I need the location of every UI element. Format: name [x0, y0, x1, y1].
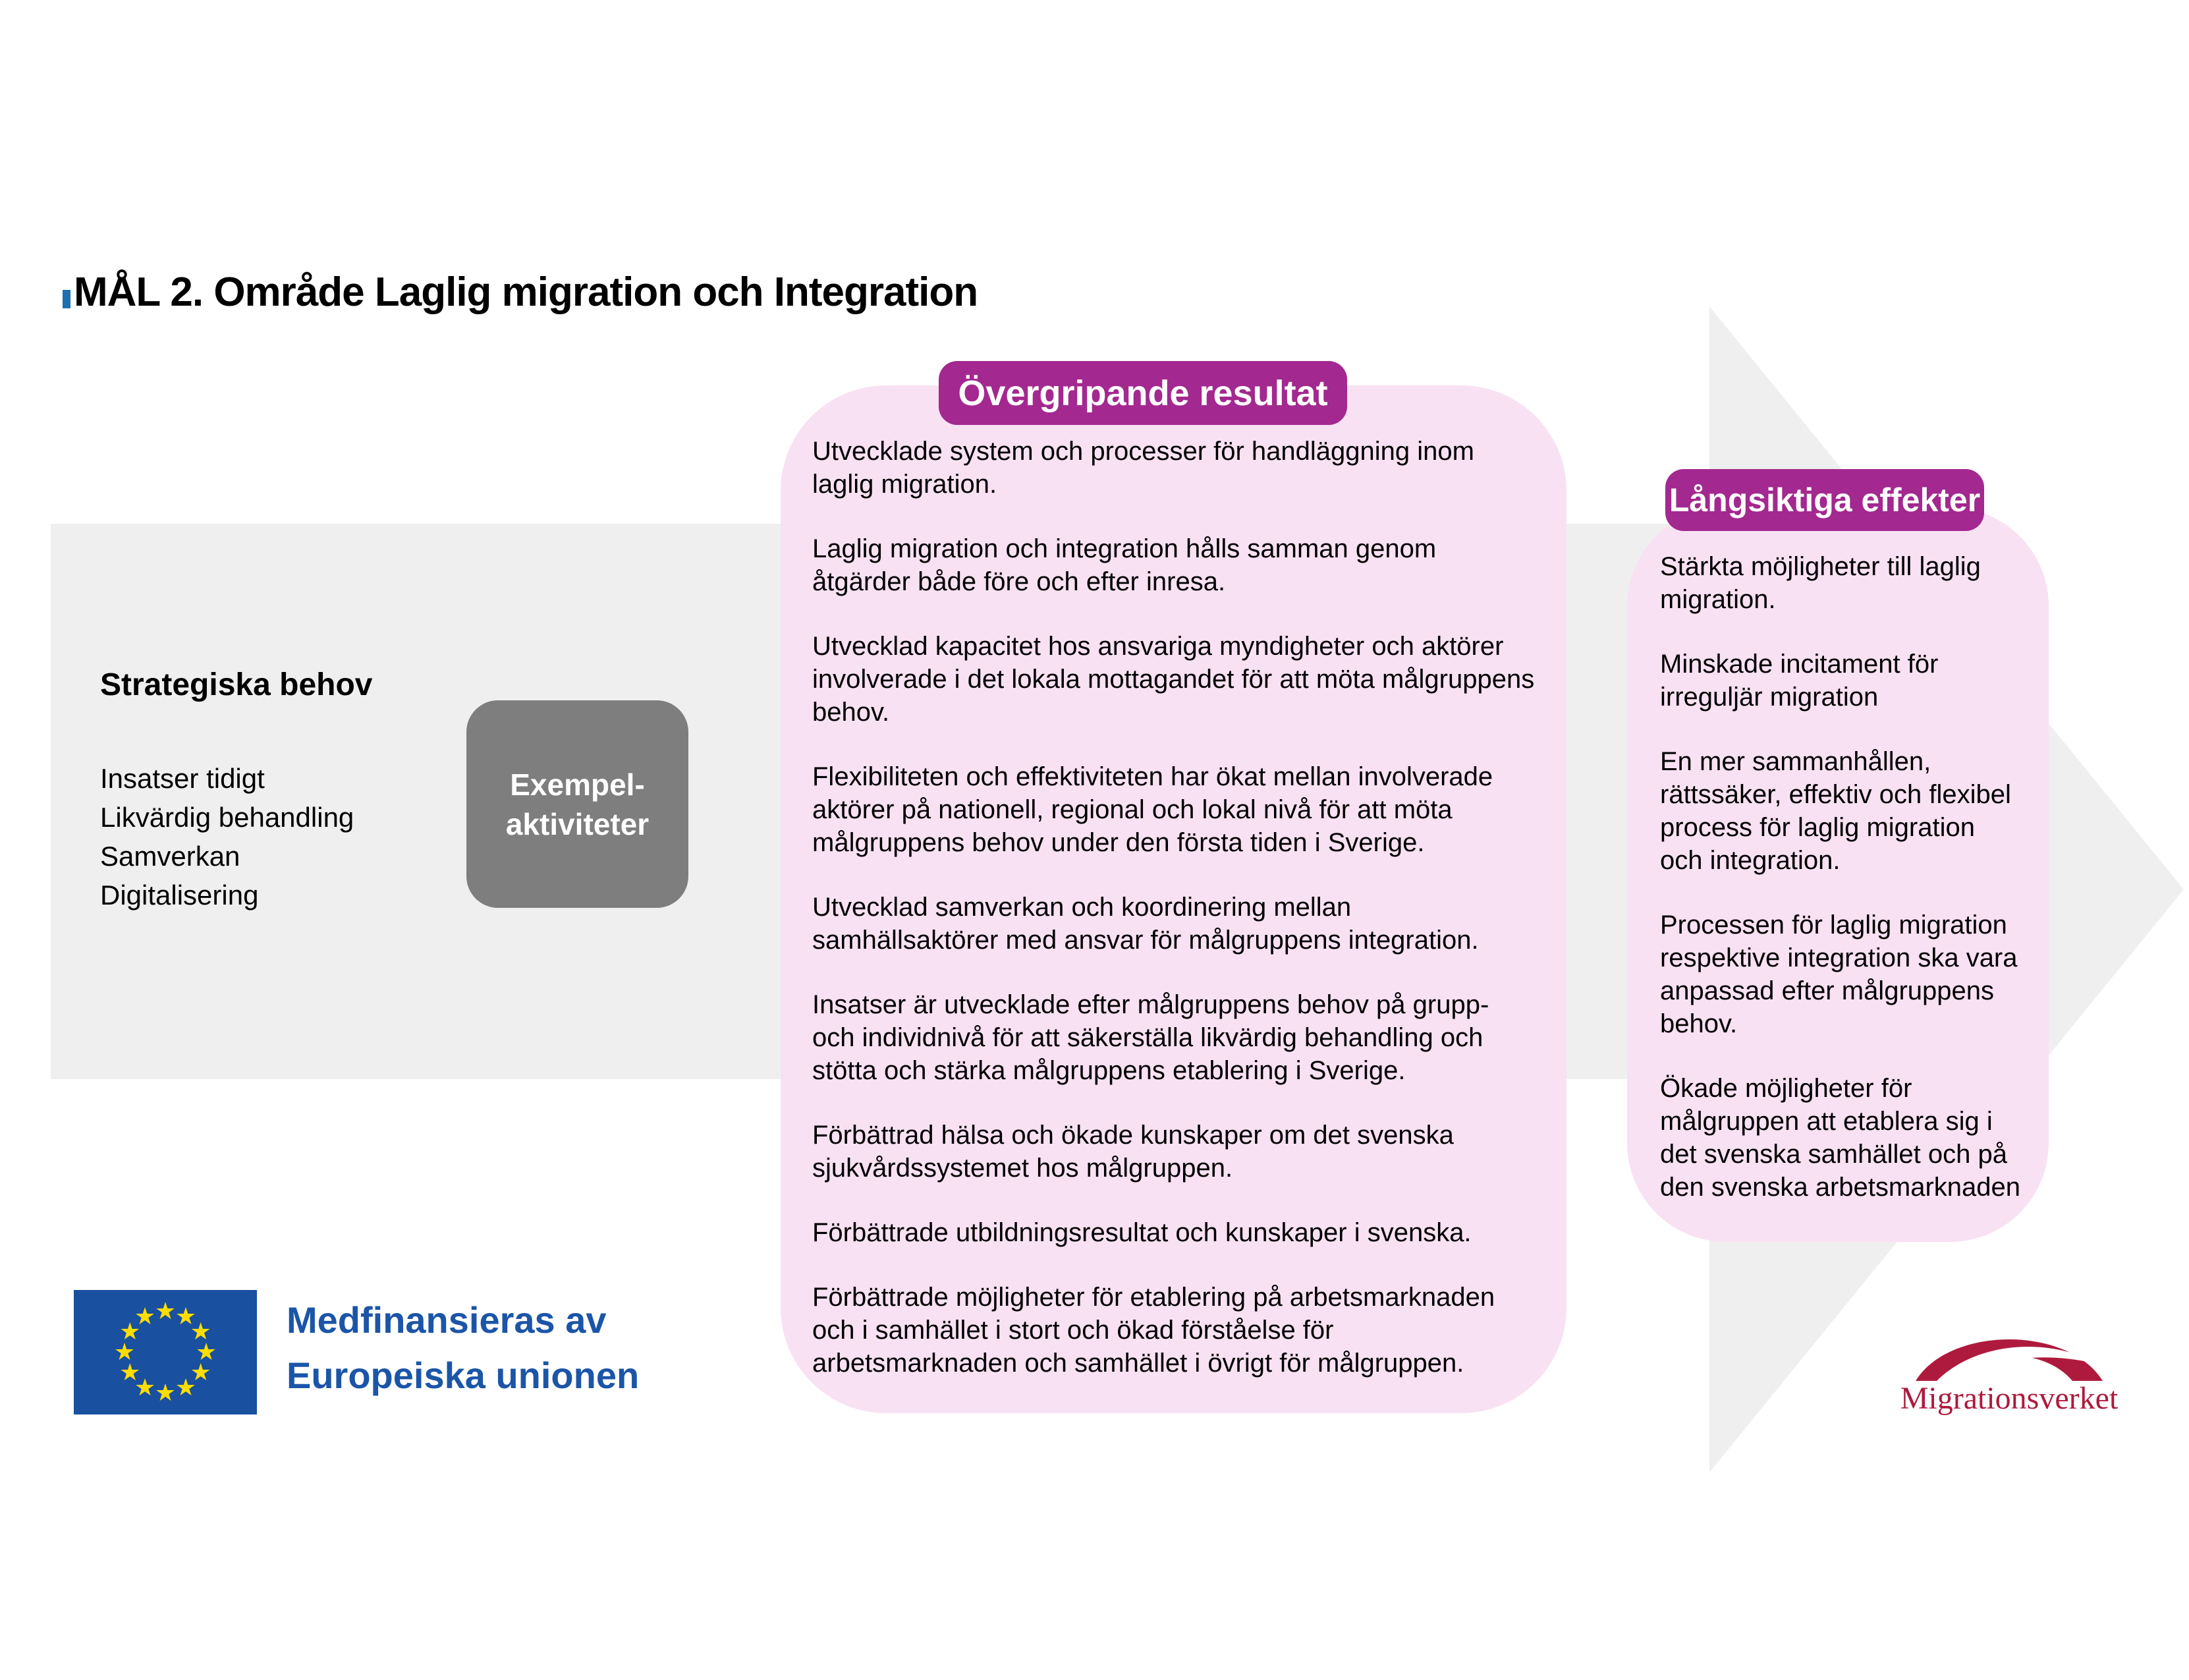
eu-star-icon: ★ [190, 1318, 211, 1345]
paragraph: En mer sammanhållen, rättssäker, effektiv och flexibel process för laglig migration och integration. [1660, 747, 2011, 875]
long-term-effects-text [1660, 550, 2021, 1204]
eu-star-icon: ★ [134, 1302, 156, 1330]
paragraph: Insatser är utvecklade efter målgruppens behov på grupp- och individnivå för att säkerställa likvärdig behandling och stötta och stärka målgruppens etablering i Sverige. [812, 990, 1489, 1085]
example-activities-label: Exempel- aktiviteter [505, 767, 650, 841]
paragraph: Digitalisering [100, 880, 259, 910]
paragraph: Laglig migration och integration hålls samman genom åtgärder både före och efter inresa. [812, 534, 1437, 596]
long-term-effects-header: Långsiktiga effekter [1665, 469, 1984, 531]
eu-star-icon: ★ [195, 1338, 217, 1365]
strategic-needs-heading: Strategiska behov [100, 667, 373, 702]
eu-star-icon: ★ [154, 1379, 177, 1406]
migrationsverket-arch-icon [1910, 1318, 2108, 1384]
migrationsverket-label: Migrationsverket [1900, 1381, 2119, 1416]
eu-star-icon: ★ [113, 1338, 136, 1365]
page-title: MÅL 2. Område Laglig migration och Integration [74, 269, 978, 315]
paragraph: Utvecklad samverkan och koordinering mellan samhällsaktörer med ansvar för målgruppens integration. [812, 893, 1479, 955]
paragraph: Flexibiliteten och effektiviteten har ökat mellan involverade aktörer på nationell, regional och lokal nivå för att möta målgruppens behov under den första tiden i Sverige. [812, 762, 1493, 857]
paragraph: Förbättrade möjligheter för etablering på arbetsmarknaden och i samhället i stort och ökad förståelse för arbetsmarknaden och samhället i övrigt för målgruppen. [812, 1283, 1495, 1378]
overall-results-header: Övergripande resultat [939, 361, 1347, 425]
eu-star-icon: ★ [190, 1358, 211, 1386]
paragraph: Utvecklade system och processer för handläggning inom laglig migration. [812, 437, 1474, 499]
eu-star-icon: ★ [119, 1358, 141, 1386]
title-bullet-mark [63, 290, 70, 308]
example-activities-box [466, 700, 688, 908]
paragraph: Likvärdig behandling [100, 802, 354, 833]
paragraph: Förbättrad hälsa och ökade kunskaper om det svenska sjukvårdssystemet hos målgruppen. [812, 1121, 1454, 1183]
eu-cofinancing-label: Medfinansieras av Europeiska unionen [287, 1299, 640, 1396]
eu-star-icon: ★ [154, 1297, 177, 1324]
paragraph: Insatser tidigt [100, 763, 265, 794]
paragraph: Förbättrade utbildningsresultat och kunskaper i svenska. [812, 1218, 1472, 1247]
eu-star-icon: ★ [119, 1318, 141, 1345]
eu-flag-icon [74, 1290, 257, 1414]
overall-results-text [812, 435, 1537, 1380]
eu-star-icon: ★ [175, 1302, 197, 1330]
paragraph: Utvecklad kapacitet hos ansvariga myndigheter och aktörer involverade i det lokala mottagandet för att möta målgruppens behov. [812, 632, 1535, 727]
paragraph: Ökade möjligheter för målgruppen att etablera sig i det svenska samhället och på den svenska arbetsmarknaden [1660, 1074, 2020, 1202]
eu-star-icon: ★ [134, 1373, 156, 1401]
eu-star-icon: ★ [175, 1373, 197, 1401]
paragraph: Stärkta möjligheter till laglig migration. [1660, 552, 1981, 614]
paragraph: Processen för laglig migration respektive integration ska vara anpassad efter målgruppens behov. [1660, 910, 2018, 1038]
paragraph: Minskade incitament för irreguljär migration [1660, 650, 1939, 712]
strategic-needs-list [100, 759, 354, 914]
paragraph: Samverkan [100, 841, 240, 872]
